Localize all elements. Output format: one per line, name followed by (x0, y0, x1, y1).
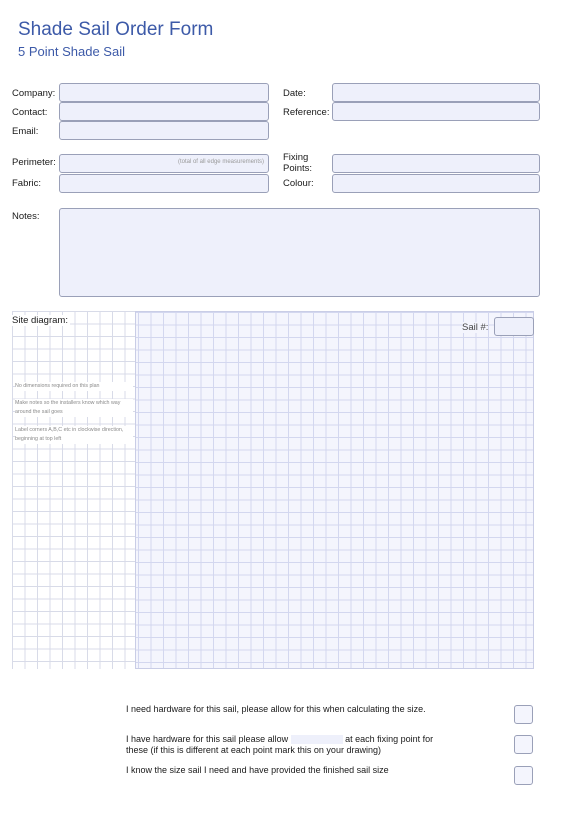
diagram-note-2: Make notes so the installers know which way around the sail goes (15, 399, 133, 417)
notes-textarea[interactable] (59, 208, 540, 297)
form-title: Shade Sail Order Form (18, 19, 214, 40)
fixing-points-field[interactable] (332, 154, 540, 173)
notes-label: Notes: (12, 211, 40, 222)
reference-field[interactable] (332, 102, 540, 121)
option-know-size-checkbox[interactable] (514, 766, 533, 785)
diagram-note-3: Label corners A,B,C etc in clockwise direction, beginning at top left (15, 426, 133, 444)
hardware-allowance-field[interactable] (291, 735, 343, 744)
email-field[interactable] (59, 121, 269, 140)
perimeter-label: Perimeter: (12, 157, 56, 168)
contact-field[interactable] (59, 102, 269, 121)
option-hardware-needed-checkbox[interactable] (514, 705, 533, 724)
diagram-note-1: No dimensions required on this plan (15, 382, 133, 391)
reference-label: Reference: (283, 107, 330, 118)
perimeter-field[interactable] (59, 154, 269, 173)
site-diagram-instructions-area (12, 311, 136, 669)
fixing-points-label-line1: Fixing (283, 152, 309, 163)
sail-number-field[interactable] (494, 317, 534, 336)
option-hardware-have-checkbox[interactable] (514, 735, 533, 754)
fixing-points-label (283, 152, 312, 174)
option-hardware-have-part1: I have hardware for this sail please allow (126, 734, 289, 744)
sail-number-label: Sail #: (462, 322, 489, 333)
company-label: Company: (12, 88, 56, 99)
fabric-label: Fabric: (12, 178, 42, 189)
contact-label: Contact: (12, 107, 48, 118)
site-diagram-label: Site diagram: (12, 315, 68, 326)
colour-field[interactable] (332, 174, 540, 193)
option-hardware-have-text (126, 734, 506, 756)
perimeter-hint: (total of all edge measurements) (177, 159, 264, 165)
option-hardware-have-line2: these (if this is different at each point mark this on your drawing) (126, 745, 381, 755)
date-label: Date: (283, 88, 306, 99)
date-field[interactable] (332, 83, 540, 102)
email-label: Email: (12, 126, 39, 137)
fabric-field[interactable] (59, 174, 269, 193)
colour-label: Colour: (283, 178, 314, 189)
fixing-points-label-line2: Points: (283, 163, 313, 174)
option-hardware-have-part2: at each fixing point for (345, 734, 434, 744)
company-field[interactable] (59, 83, 269, 102)
form-subtitle: 5 Point Shade Sail (18, 44, 125, 59)
option-hardware-needed-text: I need hardware for this sail, please allow for this when calculating the size. (126, 704, 426, 714)
option-know-size-text: I know the size sail I need and have provided the finished sail size (126, 765, 389, 775)
